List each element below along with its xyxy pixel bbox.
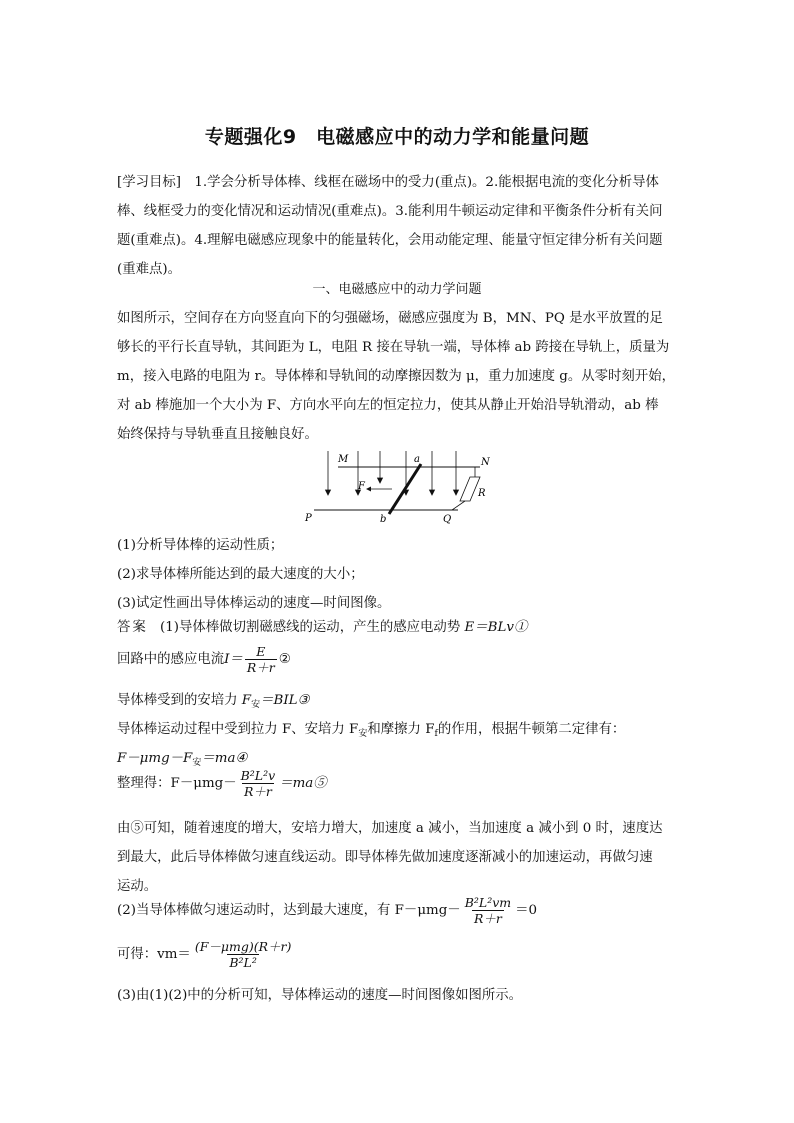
questions (117, 531, 679, 618)
max-velocity-result: 可得：vm＝ $\frac{\text{(F－μmg)(R＋r)}}{\text{B²L²}}$ (117, 939, 292, 970)
label-N: N (481, 457, 490, 468)
label-Q: Q (443, 514, 452, 525)
rail-diagram (300, 448, 500, 532)
problem-line: m，接入电路的电阻为 r。导体棒和导轨间的动摩擦因数为 μ，重力加速度 g。从零时刻开始， (117, 369, 675, 384)
max-velocity-condition: (2)当导体棒做匀速运动时，达到最大速度，有 F－μmg－ $\frac{\text{B²L²vm}}{R+r}$ ＝0 (117, 895, 538, 926)
question-1: (1)分析导体棒的运动性质； (117, 538, 284, 553)
answer-part-3 (117, 981, 679, 1010)
label-M: M (338, 454, 349, 465)
fraction: $\frac{\text{(F－μmg)(R＋r)}}{\text{B²L²}}$ (194, 939, 292, 970)
fraction: $\frac{\text{B²L²v}}{R+r}$ (240, 768, 276, 799)
current-equation: 回路中的感应电流I＝ $\frac{E}{R+r}$ ② (117, 644, 291, 675)
label-R: R (478, 488, 486, 499)
page-title: 专题强化9 电磁感应中的动力学和能量问题 (204, 126, 590, 148)
label-P: P (305, 513, 312, 524)
fraction: $\frac{\text{B²L²vm}}{R+r}$ (464, 895, 512, 926)
question-3: (3)试定性画出导体棒运动的速度—时间图像。 (117, 596, 391, 611)
label-a: a (414, 454, 420, 465)
problem-line: 始终保持与导轨垂直且接触良好。 (117, 427, 318, 442)
objective-line: 题(重难点)。4.理解电磁感应现象中的能量转化，会用动能定理、能量守恒定律分析有关问题 (117, 233, 663, 248)
analysis-line: 运动。 (117, 879, 158, 894)
label-F: F (358, 481, 365, 492)
section-heading: 一、电磁感应中的动力学问题 (312, 282, 482, 297)
label-b: b (380, 514, 387, 525)
problem-statement (117, 304, 679, 449)
problem-line: 如图所示，空间存在方向竖直向下的匀强磁场，磁感应强度为 B，MN、PQ 是水平放置的足 (117, 311, 663, 326)
ampere-force: 导体棒受到的安培力 $F_安=BIL③$ 导体棒运动过程中受到拉力 F、安培力 $F_安$和摩擦力 $F_f$的作用，根据牛顿第二定律有： $F-\mu mg-F_安=ma④$ (117, 693, 626, 768)
analysis (117, 814, 679, 901)
objective-line: 棒、线框受力的变化情况和运动情况(重难点)。3.能利用牛顿运动定律和平衡条件分析有关问 (117, 204, 663, 219)
objective-line: [学习目标] 1.学会分析导体棒、线框在磁场中的受力(重点)。2.能根据电流的变化分析导体 (117, 175, 659, 190)
answer-line-3: (3)由(1)(2)中的分析可知，导体棒运动的速度—时间图像如图所示。 (117, 988, 523, 1003)
problem-line: 对 ab 棒施加一个大小为 F、方向水平向左的恒定拉力，使其从静止开始沿导轨滑动，ab 棒 (117, 398, 659, 413)
analysis-line: 由⑤可知，随着速度的增大，安培力增大，加速度 a 减小，当加速度 a 减小到 0 时，速度达 (117, 821, 663, 836)
fraction: $\frac{E}{R+r}$ (246, 644, 275, 675)
answer-label: 答案 (117, 620, 148, 635)
learning-objectives (117, 168, 679, 284)
question-2: (2)求导体棒所能达到的最大速度的大小； (117, 567, 364, 582)
objective-line: (重难点)。 (117, 262, 182, 277)
answer-line-1: 答案 (1)导体棒做切割磁感线的运动，产生的感应电动势 E＝BLv① (117, 620, 528, 635)
answer-block (117, 613, 679, 642)
analysis-line: 到最大，此后导体棒做匀速直线运动。即导体棒先做加速度逐渐减小的加速运动，再做匀速 (117, 850, 653, 865)
simplified-equation: 整理得：F－μmg－ $\frac{\text{B²L²v}}{R+r}$ ＝ma⑤ (117, 768, 327, 799)
problem-line: 够长的平行长直导轨，其间距为 L，电阻 R 接在导轨一端，导体棒 ab 跨接在导轨上，质量为 (117, 340, 670, 355)
